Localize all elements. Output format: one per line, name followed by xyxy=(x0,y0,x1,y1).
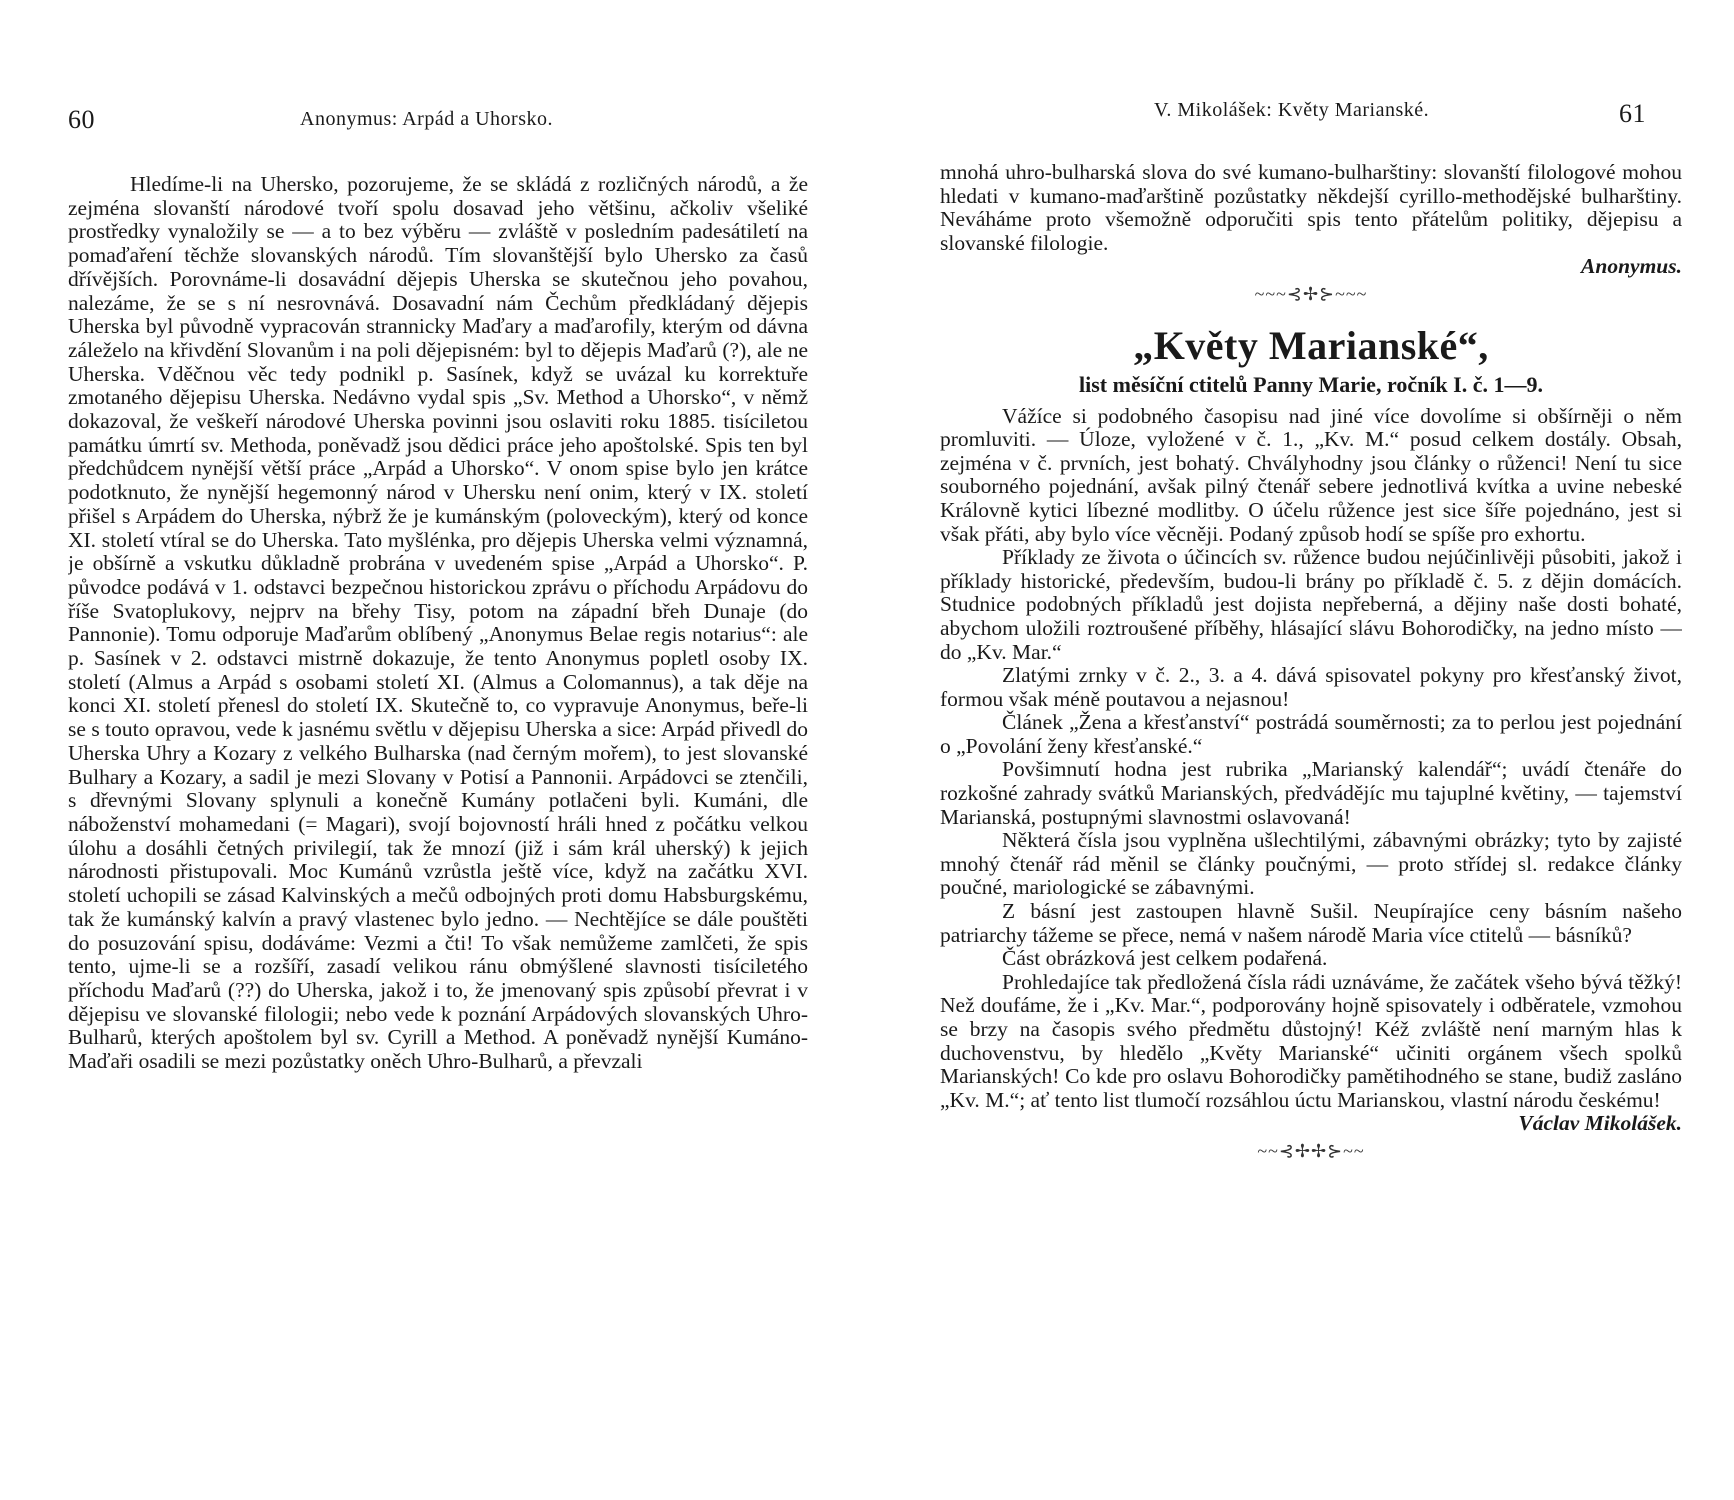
article-paragraph: Prohledajíce tak předložená čísla rádi uznáváme, že začátek všeho bývá těžký! Než doufáme, že i „Kv. Mar.“, podporovány hojně spisovately i odběratele, vzmohou se brzy na časopis svého předmětu důstojný! Kéž zvláště není marným hlas k duchovenstvu, by hledělo „Květy Marianské“ učiniti orgánem všech spolků Marianských! Co kde pro oslavu Bohorodičky pamětihodného se stane, budiž zasláno „Kv. M.“; ať tento list tlumočí rozsáhlou úctu Marianskou, vlastní národu českému! xyxy=(940,969,1682,1112)
author-signature: Václav Mikolášek. xyxy=(1518,1111,1682,1136)
right-running-title: V. Mikolášek: Květy Marianské. xyxy=(1154,99,1430,121)
article-paragraph: Příklady ze života o účincích sv. růžence budou nejúčinlivěji působiti, jakož i příklady historické, především, budou-li brány po příkladě č. 5. z dějin domácích. Studnice podobných příkladů jest dojista nepřeberná, a dějiny naše dosti bohaté, abychom uložili roztroušené příběhy, hlásající slávu Bohorodičky, na jedno místo — do „Kv. Mar.“ xyxy=(940,545,1682,664)
left-paragraph-1: Hledíme-li na Uhersko, pozorujeme, že se skládá z rozličných národů, a že zejména slovanští národové tvoří spolu dosavad jeho většinu, ačkoliv všeliké prostředky vynaložily se — a to bez výběru — zvláště v posledním padesátiletí na pomaďaření těchže slovanských národů. Tím slovanštější bylo Uhersko za časů dřívějších. Porovnáme-li dosavádní dějepis Uherska se skutečnou jeho povahou, nalezáme, že se s ní nesrovnává. Dosavadní nám Čechům předkládaný dějepis Uherska byl původně vypracován strannicky Maďary a maďarofily, kterým od dávna záleželo na křivdění Slovanům i na poli dějepisném: byl to dějepis Maďarů (?), ale ne Uherska. Vděčnou věc tedy podnikl p. Sasínek, když se uvázal ku korrektuře zmotaného dějepisu Uherska. Nedávno vydal spis „Sv. Method a Uhorsko“, v němž dokazoval, že veškeří národové Uherska povinni jsou oslaviti roku 1885. tisíciletou památku úmrtí sv. Methoda, poněvadž jsou dědici práce jeho apoštolské. Spis ten byl předchůdcem nynější větší práce „Arpád a Uhorsko“. V onom spise bylo jen krátce podotknuto, že nynější hegemonný národ v Uhersku není onim, který v IX. století přišel s Arpádem do Uherska, nýbrž že je kumánským (poloveckým), který od konce XI. století vtíral se do Uherska. Tato myšlénka, pro dějepis Uherska velmi významná, je obšírně a vskutku důkladně probrána v uvedeném spise „Arpád a Uhorsko“. P. původce podává v 1. odstavci bezpečnou historickou zprávu o příchodu Arpádovu do říše Svatoplukovy, nejprv na břehy Tisy, potom na západní břeh Dunaje (do Pannonie). Tomu odporuje Maďarům oblíbený „Anonymus Belae regis notarius“: ale p. Sasínek v 2. odstavci mistrně dokazuje, že tento Anonymus popletl osoby IX. století (Almus a Arpád s osobami století XI. (Almus a Colomannus), a tak děje na konci XI. století přenesl do století IX. Skutečně to, co vypravuje Anonymus, beře-li se s touto opravou, vede k jasnému světlu v dějepisu Uherska a sice: Arpád přivedl do Uherska Uhry a Kozary z velkého Bulharska (nad černým mořem), to jest slovanské Bulhary a Kozary, a sadil je mezi Slovany v Potisí a Pannonii. Arpádovci se ztenčili, s dřevnými Slovany splynuli a konečně Kumány potlačeni byli. Kumáni, dle náboženství mohamedani (= Magari), svojí bojovností hráli hned z počátku velkou úlohu a dosáhli četných privilegií, tak že mnozí (již i sám král uherský) k jejich národnosti přistupovali. Moc Kumánů vzrůstla ještě více, když na začátku XVI. století uchopili se zásad Kalvinských a mečů odbojných proti domu Habsburgskému, tak že kumánský kalvín a pravý vlastenec bylo jedno. — Nechtějíce se dále pouštěti do posuzování spisu, dodáváme: Vezmi a čti! To však nemůžeme zamlčeti, že spis tento, ujme-li se a rozšíří, zasadí velikou ránu obmýšlené slavnosti tisíciletého příchodu Maďarů (??) do Uherska, jakož i to, že jmenovaný spis způsobí převrat i v dějepisu ve slovanské filologii; nebo vede k poznání Arpádových slovanských Uhro-Bulharů, kterých apoštolem byl sv. Cyrill a Method. A poněvadž nynější Kumáno-Maďaři osadili se mezi pozůstatky oněch Uhro-Bulharů, a převzali xyxy=(68,173,808,1074)
article-paragraph: Z básní jest zastoupen hlavně Sušil. Neupírajíce ceny básním našeho patriarchy tážeme se přece, nemá v našem národě Maria více ctitelů — básníků? xyxy=(940,899,1682,947)
right-page-number: 61 xyxy=(1619,99,1646,128)
divider-ornament-1: ~~~⊰✢⊱~~~ xyxy=(1254,283,1368,304)
article-paragraph: Zlatými zrnky v č. 2., 3. a 4. dává spisovatel pokyny pro křesťanský život, formou však méně poutavou a nejasnou! xyxy=(940,663,1682,711)
article-headline: „Květy Marianské“, xyxy=(1133,322,1489,368)
article-subheadline: list měsíční ctitelů Panny Marie, ročník I. č. 1—9. xyxy=(1079,371,1543,397)
article-paragraph: Část obrázková jest celkem podařená. xyxy=(1002,946,1328,971)
left-body-text xyxy=(68,173,808,1443)
left-running-title: Anonymus: Arpád a Uhorsko. xyxy=(300,108,553,130)
anonymus-signature: Anonymus. xyxy=(1581,254,1682,279)
divider-ornament-2: ~~⊰✢✢⊱~~ xyxy=(1257,1140,1365,1161)
article-paragraph: Článek „Žena a křesťanství“ postrádá souměrnosti; za to perlou jest pojednání o „Povolání ženy křesťanské.“ xyxy=(940,710,1682,758)
right-body-text xyxy=(940,161,1682,1461)
article-paragraph: Vážíce si podobného časopisu nad jiné více dovolíme si obšírněji o něm promluviti. — Úloze, vyložené v č. 1., „Kv. M.“ posud celkem dostály. Obsah, zejména v č. prvních, jest bohatý. Chvályhodny jsou články o růženci! Není tu sice souborného pojednání, avšak pilný čtenář sebere jednotlivá kvítka a uvine nebeské Královně kytici líbezné modlitby. O účelu růžence jest sice šíře pojednáno, jest si však přáti, aby bylo více věcněji. Podaný způsob hodí se spíše pro exhortu. xyxy=(940,403,1682,546)
left-page-number: 60 xyxy=(68,105,95,134)
continuation-paragraph: mnohá uhro-bulharská slova do své kumano-bulharštiny: slovanští filologové mohou hledati v kumano-maďarštině pozůstatky někdejší cyrillo-methodějské bulharštiny. Neváháme proto všemožně odporučiti spis tento přátelům politiky, dějepisu a slovanské filologie. xyxy=(940,161,1682,255)
article-paragraph: Povšimnutí hodna jest rubrika „Marianský kalendář“; uvádí čtenáře do rozkošné zahrady svátků Marianských, předvádějíc mu tajuplné květiny, — tajemství Marianská, postupnými slavnostmi oslavovaná! xyxy=(940,757,1682,829)
right-page xyxy=(867,0,1734,1500)
article-paragraph: Některá čísla jsou vyplněna ušlechtilými, zábavnými obrázky; tyto by zajisté mnohý čtenář rád měnil se články poučnými, — proto střídej sl. redakce články poučné, mariologické se zábavnými. xyxy=(940,828,1682,900)
